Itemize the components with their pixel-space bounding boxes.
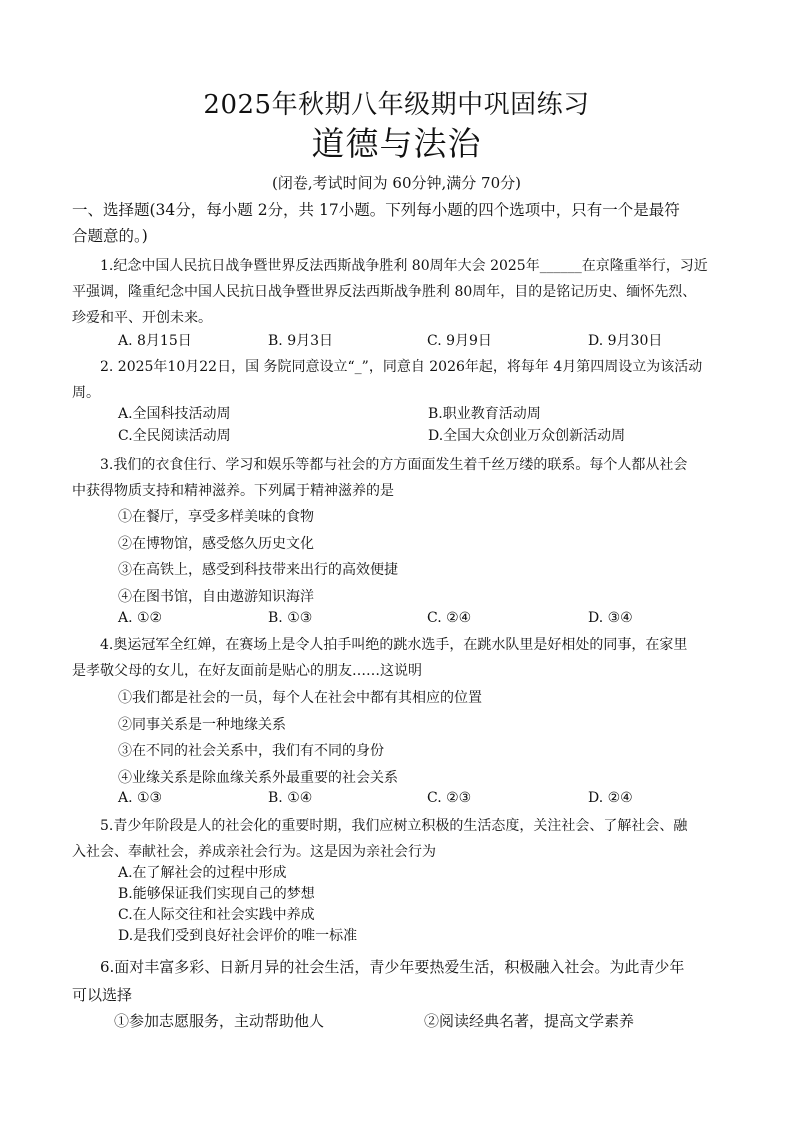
statement: ②阅读经典名著，提高文学素养 bbox=[424, 1012, 635, 1030]
option-d[interactable]: D. ②④ bbox=[588, 790, 633, 806]
question-3-stem bbox=[72, 452, 732, 504]
stem-line: 2. 2025年10月22日，国 务院同意设立“_”，同意自 2026年起，将每年 4月第四周设立为该活动 bbox=[100, 359, 703, 375]
option-d[interactable]: D. 9月30日 bbox=[588, 333, 663, 349]
stem-line: 3.我们的衣食住行、学习和娱乐等都与社会的方方面面发生着千丝万缕的联系。每个人都从社会 bbox=[100, 457, 688, 473]
stem-line: 1.纪念中国人民抗日战争暨世界反法西斯战争胜利 80周年大会 2025年______在京隆重举行，习近 bbox=[100, 258, 708, 274]
question-4-options bbox=[118, 790, 718, 812]
stem-line: 是孝敬父母的女儿，在好友面前是贴心的朋友……这说明 bbox=[72, 663, 422, 679]
section-heading-line: 合题意的。) bbox=[72, 227, 148, 245]
statement: ②同事关系是一种地缘关系 bbox=[118, 716, 286, 733]
option-b[interactable]: B.职业教育活动周 bbox=[428, 406, 541, 422]
stem-line: 周。 bbox=[72, 385, 100, 401]
stem-line: 入社会、奉献社会，养成亲社会行为。这是因为亲社会行为 bbox=[72, 844, 436, 860]
subject-title: 道德与法治 bbox=[311, 124, 482, 163]
question-6-statements bbox=[114, 1010, 734, 1036]
option-c[interactable]: C. ②④ bbox=[427, 610, 472, 626]
question-4-statements bbox=[118, 685, 718, 791]
statement: ③在高铁上，感受到科技带来出行的高效便捷 bbox=[118, 562, 398, 578]
question-5-stem bbox=[72, 813, 732, 865]
question-3-options bbox=[118, 610, 718, 632]
exam-info: (闭卷,考试时间为 60分钟,满分 70分) bbox=[272, 174, 521, 192]
option-d[interactable]: D.是我们受到良好社会评价的唯一标准 bbox=[118, 928, 358, 944]
option-b[interactable]: B.能够保证我们实现自己的梦想 bbox=[118, 886, 315, 902]
statement: ③在不同的社会关系中，我们有不同的身份 bbox=[118, 743, 384, 759]
statement: ①在餐厅，享受多样美味的食物 bbox=[118, 509, 314, 525]
question-4-stem bbox=[72, 632, 732, 684]
option-c[interactable]: C. 9月9日 bbox=[427, 333, 492, 349]
stem-line: 平强调，隆重纪念中国人民抗日战争暨世界反法西斯战争胜利 80周年，目的是铭记历史、缅怀先烈、 bbox=[72, 284, 697, 300]
option-d[interactable]: D. ③④ bbox=[588, 610, 633, 626]
option-c[interactable]: C.全民阅读活动周 bbox=[118, 428, 231, 444]
statement: ②在博物馆，感受悠久历史文化 bbox=[118, 535, 314, 552]
option-d[interactable]: D.全国大众创业万众创新活动周 bbox=[428, 428, 626, 444]
question-6-stem bbox=[72, 953, 732, 1009]
question-2-options bbox=[118, 403, 678, 447]
section-heading-line: 一、选择题(34分，每小题 2分，共 17小题。下列每小题的四个选项中，只有一个是最符 bbox=[72, 201, 680, 219]
option-a[interactable]: A.全国科技活动周 bbox=[118, 406, 231, 422]
option-c[interactable]: C.在人际交往和社会实践中养成 bbox=[118, 907, 315, 923]
question-1-stem bbox=[72, 253, 732, 331]
stem-line: 可以选择 bbox=[72, 986, 133, 1004]
option-a[interactable]: A. ①③ bbox=[118, 790, 163, 806]
option-b[interactable]: B. ①④ bbox=[268, 790, 313, 806]
stem-line: 珍爱和平、开创未来。 bbox=[72, 310, 212, 326]
statement: ④业缘关系是除血缘关系外最重要的社会关系 bbox=[118, 769, 398, 786]
question-2-stem bbox=[72, 354, 732, 406]
stem-line: 4.奥运冠军全红婵，在赛场上是令人拍手叫绝的跳水选手，在跳水队里是好相处的同事，在家里 bbox=[100, 637, 688, 653]
question-1-options bbox=[118, 330, 718, 352]
option-c[interactable]: C. ②③ bbox=[427, 790, 472, 806]
statement: ①我们都是社会的一员，每个人在社会中都有其相应的位置 bbox=[118, 690, 482, 706]
section-heading bbox=[72, 197, 732, 249]
stem-line: 中获得物质支持和精神滋养。下列属于精神滋养的是 bbox=[72, 483, 394, 499]
option-a[interactable]: A. 8月15日 bbox=[118, 333, 192, 349]
question-5-options bbox=[118, 863, 678, 947]
stem-line: 6.面对丰富多彩、日新月异的社会生活，青少年要热爱生活，积极融入社会。为此青少年 bbox=[100, 958, 685, 976]
option-a[interactable]: A. ①② bbox=[118, 610, 163, 626]
option-a[interactable]: A.在了解社会的过程中形成 bbox=[118, 865, 287, 881]
statement: ①参加志愿服务，主动帮助他人 bbox=[114, 1012, 325, 1030]
stem-line: 5.青少年阶段是人的社会化的重要时期，我们应树立积极的生活态度，关注社会、了解社会、融 bbox=[100, 818, 688, 834]
exam-title: 2025年秋期八年级期中巩固练习 bbox=[203, 90, 590, 120]
option-b[interactable]: B. 9月3日 bbox=[268, 333, 334, 349]
question-3-statements bbox=[118, 504, 718, 610]
option-b[interactable]: B. ①③ bbox=[268, 610, 313, 626]
statement: ④在图书馆，自由遨游知识海洋 bbox=[118, 588, 314, 605]
